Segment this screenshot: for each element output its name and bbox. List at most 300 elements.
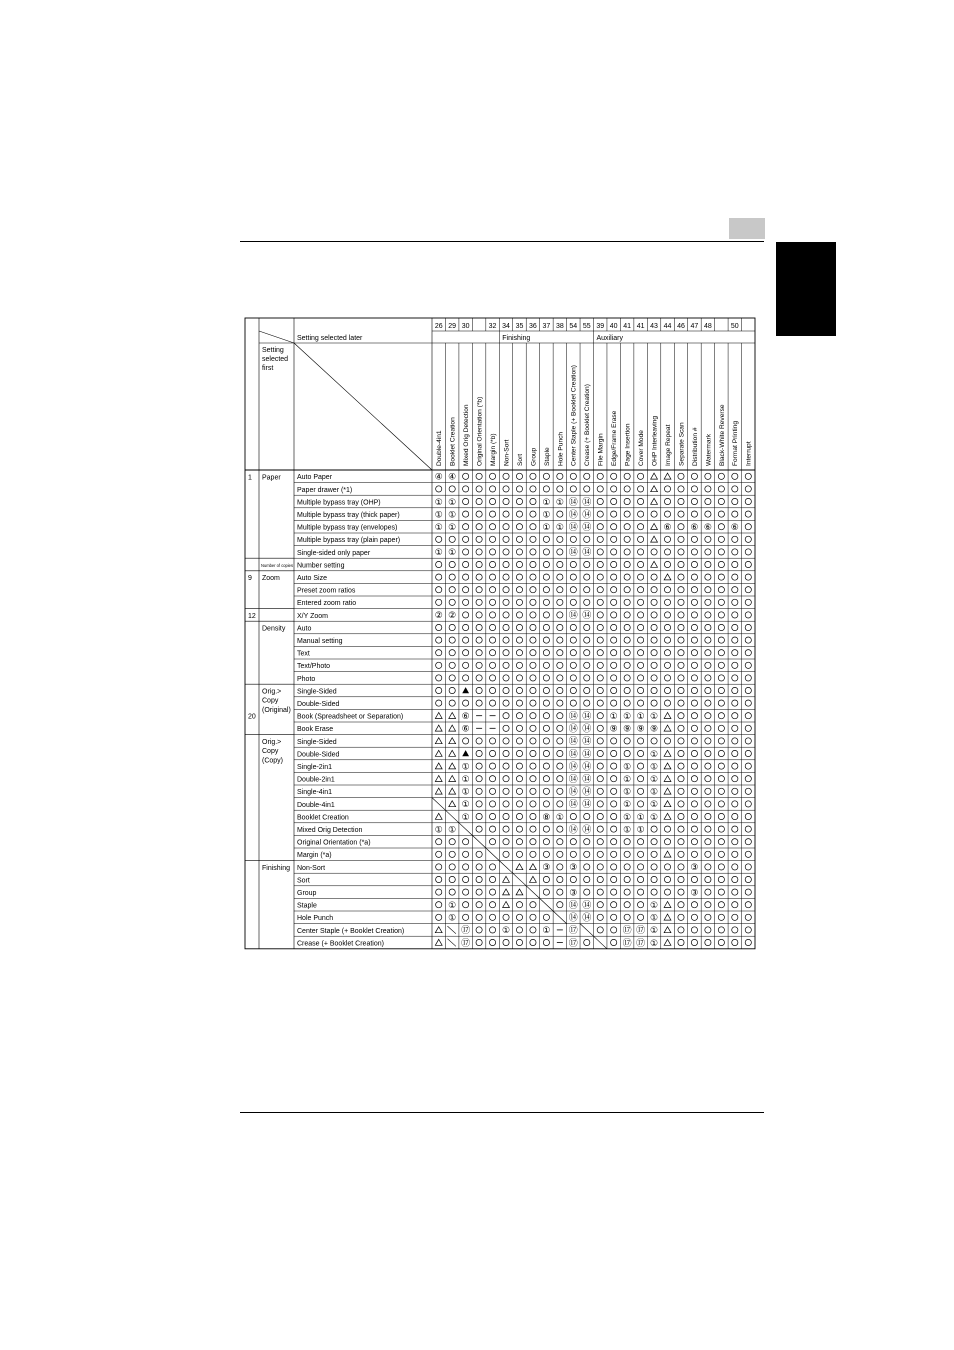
compatible-mark bbox=[476, 813, 482, 819]
compatible-mark bbox=[745, 750, 751, 756]
compatible-mark bbox=[691, 725, 697, 731]
compatible-mark bbox=[503, 788, 509, 794]
compatible-mark bbox=[463, 574, 469, 580]
compatible-mark bbox=[611, 813, 617, 819]
compatible-mark bbox=[584, 662, 590, 668]
compatible-mark bbox=[705, 599, 711, 605]
compatible-mark bbox=[718, 498, 724, 504]
compatible-mark bbox=[718, 637, 724, 643]
compatible-mark bbox=[570, 486, 576, 492]
compatible-mark bbox=[678, 675, 684, 681]
compatible-mark bbox=[664, 549, 670, 555]
note-mark: ⑭ bbox=[568, 711, 578, 721]
compatible-mark bbox=[476, 763, 482, 769]
note-mark: ⑭ bbox=[568, 748, 578, 759]
compatible-mark bbox=[691, 574, 697, 580]
compatible-mark bbox=[436, 650, 442, 656]
row-label: Number setting bbox=[297, 562, 345, 570]
note-mark: ① bbox=[434, 547, 443, 558]
note-mark: ① bbox=[650, 786, 659, 797]
conditional-mark bbox=[435, 763, 442, 769]
note-mark: ① bbox=[650, 761, 659, 772]
compatible-mark bbox=[463, 587, 469, 593]
compatible-mark bbox=[732, 486, 738, 492]
compatible-mark bbox=[436, 864, 442, 870]
compatible-mark bbox=[732, 561, 738, 567]
compatible-mark bbox=[476, 687, 482, 693]
compatible-mark bbox=[705, 536, 711, 542]
note-mark: ⑭ bbox=[582, 900, 592, 910]
compatible-mark bbox=[745, 914, 751, 920]
note-mark: ⑨ bbox=[636, 723, 645, 734]
compatible-mark bbox=[436, 587, 442, 593]
compatible-mark bbox=[705, 612, 711, 618]
note-mark: ① bbox=[434, 509, 443, 520]
note-mark: ⑰ bbox=[461, 937, 471, 948]
compatible-mark bbox=[476, 826, 482, 832]
compatible-mark bbox=[543, 914, 549, 920]
compatible-mark bbox=[597, 498, 603, 504]
compatible-mark bbox=[557, 549, 563, 555]
compatible-mark bbox=[624, 599, 630, 605]
row-label: Double-Sided bbox=[297, 751, 340, 759]
compatible-mark bbox=[718, 914, 724, 920]
compatible-mark bbox=[584, 637, 590, 643]
compatible-mark bbox=[732, 939, 738, 945]
compatible-mark bbox=[678, 511, 684, 517]
compatible-mark bbox=[718, 763, 724, 769]
column-label: Watermark bbox=[705, 434, 713, 466]
compatible-mark bbox=[449, 486, 455, 492]
compatible-mark bbox=[624, 587, 630, 593]
compatible-mark bbox=[705, 687, 711, 693]
compatible-mark bbox=[489, 675, 495, 681]
compatible-mark bbox=[745, 574, 751, 580]
compatible-mark bbox=[557, 713, 563, 719]
row-label: Single-2in1 bbox=[297, 764, 333, 771]
compatible-mark bbox=[516, 927, 522, 933]
conditional-mark bbox=[664, 813, 671, 819]
compatible-mark bbox=[745, 612, 751, 618]
compatible-mark bbox=[476, 536, 482, 542]
compatible-mark bbox=[705, 650, 711, 656]
compatible-mark bbox=[664, 889, 670, 895]
compatible-mark bbox=[664, 587, 670, 593]
compatible-mark bbox=[705, 763, 711, 769]
column-number: 40 bbox=[609, 323, 618, 330]
note-mark: ③ bbox=[569, 887, 578, 898]
compatible-mark bbox=[732, 801, 738, 807]
slash-mark bbox=[447, 939, 455, 947]
row-label: Sort bbox=[297, 877, 310, 885]
compatible-mark bbox=[463, 561, 469, 567]
conditional-mark bbox=[503, 902, 510, 908]
note-mark: ⑭ bbox=[582, 799, 592, 810]
compatible-mark bbox=[624, 662, 630, 668]
compatible-mark bbox=[476, 650, 482, 656]
compatible-mark bbox=[476, 624, 482, 630]
conditional-mark bbox=[435, 813, 442, 819]
compatible-mark bbox=[436, 662, 442, 668]
note-mark: ⑨ bbox=[650, 723, 659, 734]
compatible-mark bbox=[691, 549, 697, 555]
compatible-mark bbox=[678, 700, 684, 706]
compatible-mark bbox=[705, 864, 711, 870]
row-label: Paper drawer (*1) bbox=[297, 486, 353, 494]
note-mark: ⑭ bbox=[568, 761, 578, 772]
compatible-mark bbox=[745, 876, 751, 882]
compatible-mark bbox=[732, 549, 738, 555]
row-label: Double-2in1 bbox=[297, 776, 335, 784]
section-name: Finishing bbox=[262, 864, 291, 872]
compatible-mark bbox=[543, 536, 549, 542]
compatible-mark bbox=[476, 750, 482, 756]
compatible-mark bbox=[678, 927, 684, 933]
compatible-mark bbox=[489, 902, 495, 908]
compatible-mark bbox=[718, 713, 724, 719]
compatible-mark bbox=[543, 637, 549, 643]
compatible-mark bbox=[530, 549, 536, 555]
compatible-mark bbox=[530, 587, 536, 593]
compatible-mark bbox=[691, 839, 697, 845]
row-label: Non-Sort bbox=[297, 864, 326, 872]
compatible-mark bbox=[463, 637, 469, 643]
compatible-mark bbox=[584, 536, 590, 542]
compatible-mark bbox=[597, 851, 603, 857]
compatible-mark bbox=[718, 536, 724, 542]
conditional-mark bbox=[516, 889, 523, 895]
compatible-mark bbox=[664, 826, 670, 832]
compatible-mark bbox=[503, 763, 509, 769]
compatible-mark bbox=[678, 839, 684, 845]
compatible-mark bbox=[705, 700, 711, 706]
compatible-mark bbox=[611, 650, 617, 656]
row-label: Multiple bypass tray (thick paper) bbox=[297, 512, 400, 519]
compatible-mark bbox=[570, 650, 576, 656]
compatible-mark bbox=[718, 776, 724, 782]
compatible-mark bbox=[718, 889, 724, 895]
compatible-mark bbox=[530, 599, 536, 605]
compatible-mark bbox=[732, 864, 738, 870]
compatible-mark bbox=[503, 687, 509, 693]
compatible-mark bbox=[597, 650, 603, 656]
compatible-mark bbox=[516, 536, 522, 542]
compatible-mark bbox=[705, 839, 711, 845]
compatible-mark bbox=[705, 813, 711, 819]
compatible-mark bbox=[570, 574, 576, 580]
compatible-mark bbox=[530, 511, 536, 517]
note-mark: ① bbox=[650, 711, 659, 721]
compatible-mark bbox=[543, 650, 549, 656]
compatible-mark bbox=[530, 851, 536, 857]
column-label: Crease (+ Booklet Creation) bbox=[584, 384, 592, 466]
compatible-mark bbox=[705, 587, 711, 593]
compatible-mark bbox=[651, 675, 657, 681]
compatible-mark bbox=[489, 801, 495, 807]
note-mark: ⑧ bbox=[542, 811, 551, 822]
compatible-mark bbox=[611, 851, 617, 857]
compatible-mark bbox=[543, 549, 549, 555]
compatible-mark bbox=[745, 813, 751, 819]
row-label: Hole Punch bbox=[297, 915, 334, 923]
compatible-mark bbox=[624, 624, 630, 630]
compatible-mark bbox=[678, 486, 684, 492]
compatible-mark bbox=[557, 599, 563, 605]
compatible-mark bbox=[557, 839, 563, 845]
column-number: 35 bbox=[515, 323, 524, 330]
row-label: Text/Photo bbox=[297, 663, 331, 671]
compatible-mark bbox=[570, 637, 576, 643]
compatible-mark bbox=[624, 738, 630, 744]
compatible-mark bbox=[489, 486, 495, 492]
compatible-mark bbox=[489, 687, 495, 693]
compatible-mark bbox=[557, 637, 563, 643]
note-mark: ⑭ bbox=[568, 723, 578, 734]
note-mark: ① bbox=[636, 824, 645, 835]
compatible-mark bbox=[489, 662, 495, 668]
compatible-mark bbox=[463, 612, 469, 618]
compatible-mark bbox=[678, 587, 684, 593]
compatible-mark bbox=[436, 851, 442, 857]
compatible-mark bbox=[691, 473, 697, 479]
conditional-mark bbox=[435, 750, 442, 756]
compatible-mark bbox=[516, 524, 522, 530]
compatible-mark bbox=[611, 700, 617, 706]
compatible-mark bbox=[503, 650, 509, 656]
conditional-mark bbox=[664, 763, 671, 769]
column-number: 39 bbox=[596, 323, 605, 330]
compatible-mark bbox=[691, 927, 697, 933]
compatible-mark bbox=[732, 624, 738, 630]
compatible-mark bbox=[732, 876, 738, 882]
compatible-mark bbox=[718, 574, 724, 580]
compatible-mark bbox=[691, 561, 697, 567]
compatible-mark bbox=[570, 876, 576, 882]
compatible-mark bbox=[718, 902, 724, 908]
row-label: Staple bbox=[297, 902, 317, 910]
compatible-mark bbox=[570, 700, 576, 706]
conditional-mark bbox=[664, 801, 671, 807]
compatible-mark bbox=[651, 864, 657, 870]
compatible-mark bbox=[476, 574, 482, 580]
compatible-mark bbox=[745, 788, 751, 794]
compatible-mark bbox=[638, 788, 644, 794]
compatible-mark bbox=[543, 700, 549, 706]
compatible-mark bbox=[557, 738, 563, 744]
compatible-mark bbox=[678, 939, 684, 945]
row-label: Book (Spreadsheet or Separation) bbox=[297, 713, 404, 721]
column-label: Separate Scan bbox=[678, 422, 686, 466]
section-name: Paper bbox=[262, 474, 281, 482]
compatible-mark bbox=[570, 839, 576, 845]
compatible-mark bbox=[516, 713, 522, 719]
compatible-mark bbox=[678, 864, 684, 870]
note-mark: ⑭ bbox=[568, 900, 578, 910]
note-mark: ① bbox=[623, 786, 632, 797]
compatible-mark bbox=[638, 624, 644, 630]
compatible-mark bbox=[597, 776, 603, 782]
compatible-mark bbox=[638, 561, 644, 567]
row-label: Double-4in1 bbox=[297, 801, 335, 809]
compatible-mark bbox=[624, 914, 630, 920]
compatible-mark bbox=[503, 473, 509, 479]
compatible-mark bbox=[664, 650, 670, 656]
compatible-mark bbox=[543, 612, 549, 618]
compatible-mark bbox=[476, 524, 482, 530]
conditional-mark bbox=[449, 725, 456, 731]
compatible-mark bbox=[718, 486, 724, 492]
conditional-mark bbox=[435, 725, 442, 731]
compatible-mark bbox=[489, 864, 495, 870]
column-label: Booklet Creation bbox=[449, 417, 457, 466]
row-label: Center Staple (+ Booklet Creation) bbox=[297, 927, 405, 935]
conditional-mark bbox=[435, 788, 442, 794]
conditional-mark bbox=[435, 738, 442, 744]
compatible-mark bbox=[476, 561, 482, 567]
compatible-mark bbox=[449, 587, 455, 593]
compatible-mark bbox=[745, 801, 751, 807]
compatible-mark bbox=[597, 738, 603, 744]
compatible-mark bbox=[718, 725, 724, 731]
compatible-mark bbox=[516, 574, 522, 580]
compatible-mark bbox=[543, 675, 549, 681]
compatible-mark bbox=[557, 587, 563, 593]
compatible-mark bbox=[678, 813, 684, 819]
conditional-mark bbox=[651, 536, 658, 542]
compatible-mark bbox=[597, 725, 603, 731]
compatible-mark bbox=[611, 763, 617, 769]
column-number: 55 bbox=[582, 323, 591, 330]
compatible-mark bbox=[543, 763, 549, 769]
compatible-mark bbox=[638, 650, 644, 656]
column-number: 34 bbox=[502, 323, 510, 330]
row-label: Multiple bypass tray (plain paper) bbox=[297, 537, 401, 545]
restricted-mark bbox=[462, 687, 469, 693]
compatible-mark bbox=[691, 851, 697, 857]
compatible-mark bbox=[597, 826, 603, 832]
column-label: Sort bbox=[516, 453, 524, 466]
compatible-mark bbox=[705, 788, 711, 794]
compatible-mark bbox=[516, 662, 522, 668]
compatible-mark bbox=[624, 511, 630, 517]
compatible-mark bbox=[745, 536, 751, 542]
compatible-mark bbox=[503, 524, 509, 530]
compatible-mark bbox=[611, 662, 617, 668]
note-mark: ① bbox=[623, 824, 632, 835]
compatible-mark bbox=[584, 473, 590, 479]
compatible-mark bbox=[597, 574, 603, 580]
compatible-mark bbox=[476, 876, 482, 882]
compatible-mark bbox=[638, 750, 644, 756]
note-mark: ⑭ bbox=[582, 711, 592, 721]
compatible-mark bbox=[638, 864, 644, 870]
diagonal-mark bbox=[459, 823, 472, 836]
compatible-mark bbox=[611, 889, 617, 895]
compatible-mark bbox=[530, 713, 536, 719]
note-mark: ① bbox=[448, 824, 457, 835]
compatible-mark bbox=[611, 486, 617, 492]
row-label: Margin (*a) bbox=[297, 852, 332, 860]
compatible-mark bbox=[705, 927, 711, 933]
compatible-mark bbox=[449, 624, 455, 630]
compatible-mark bbox=[691, 687, 697, 693]
compatible-mark bbox=[516, 612, 522, 618]
conditional-mark bbox=[449, 763, 456, 769]
compatible-mark bbox=[678, 650, 684, 656]
note-mark: ① bbox=[650, 799, 659, 810]
compatible-mark bbox=[503, 574, 509, 580]
compatible-mark bbox=[476, 498, 482, 504]
conditional-mark bbox=[664, 725, 671, 731]
compatible-mark bbox=[476, 612, 482, 618]
compatible-mark bbox=[570, 561, 576, 567]
diagonal-mark bbox=[580, 924, 593, 937]
note-mark: ① bbox=[623, 799, 632, 810]
compatible-mark bbox=[530, 624, 536, 630]
compatible-mark bbox=[584, 889, 590, 895]
compatible-mark bbox=[664, 675, 670, 681]
compatible-mark bbox=[530, 776, 536, 782]
compatible-mark bbox=[745, 624, 751, 630]
compatible-mark bbox=[584, 587, 590, 593]
compatible-mark bbox=[503, 624, 509, 630]
compatible-mark bbox=[732, 599, 738, 605]
section-number: 12 bbox=[248, 612, 256, 620]
setting-selected-later-label: Setting selected later bbox=[297, 335, 363, 342]
compatible-mark bbox=[745, 839, 751, 845]
compatible-mark bbox=[678, 902, 684, 908]
row-label: Double-Sided bbox=[297, 701, 340, 708]
compatible-mark bbox=[691, 587, 697, 593]
compatible-mark bbox=[503, 486, 509, 492]
compatible-mark bbox=[436, 902, 442, 908]
compatible-mark bbox=[557, 826, 563, 832]
column-number: 43 bbox=[650, 323, 658, 330]
compatible-mark bbox=[557, 675, 563, 681]
column-label: Hole Punch bbox=[557, 431, 565, 466]
note-mark: ① bbox=[461, 774, 470, 784]
compatible-mark bbox=[503, 700, 509, 706]
compatible-mark bbox=[489, 612, 495, 618]
compatible-mark bbox=[436, 700, 442, 706]
compatible-mark bbox=[543, 839, 549, 845]
note-mark: ⑭ bbox=[582, 912, 592, 923]
conditional-mark bbox=[449, 713, 456, 719]
compatible-mark bbox=[557, 574, 563, 580]
compatible-mark bbox=[557, 876, 563, 882]
compatible-mark bbox=[570, 599, 576, 605]
compatible-mark bbox=[611, 687, 617, 693]
compatible-mark bbox=[664, 687, 670, 693]
diagonal-mark bbox=[553, 911, 566, 924]
note-mark: ① bbox=[434, 522, 443, 532]
compatible-mark bbox=[732, 851, 738, 857]
compatible-mark bbox=[638, 599, 644, 605]
compatible-mark bbox=[732, 700, 738, 706]
compatible-mark bbox=[516, 788, 522, 794]
compatible-mark bbox=[584, 839, 590, 845]
note-mark: ① bbox=[501, 925, 511, 936]
compatible-mark bbox=[651, 511, 657, 517]
compatible-mark bbox=[745, 738, 751, 744]
compatible-mark bbox=[611, 776, 617, 782]
conditional-mark bbox=[435, 939, 442, 945]
compatible-mark bbox=[489, 750, 495, 756]
note-mark: ⑭ bbox=[582, 786, 592, 797]
compatible-mark bbox=[489, 889, 495, 895]
row-label: Text bbox=[297, 650, 310, 658]
compatible-mark bbox=[611, 536, 617, 542]
